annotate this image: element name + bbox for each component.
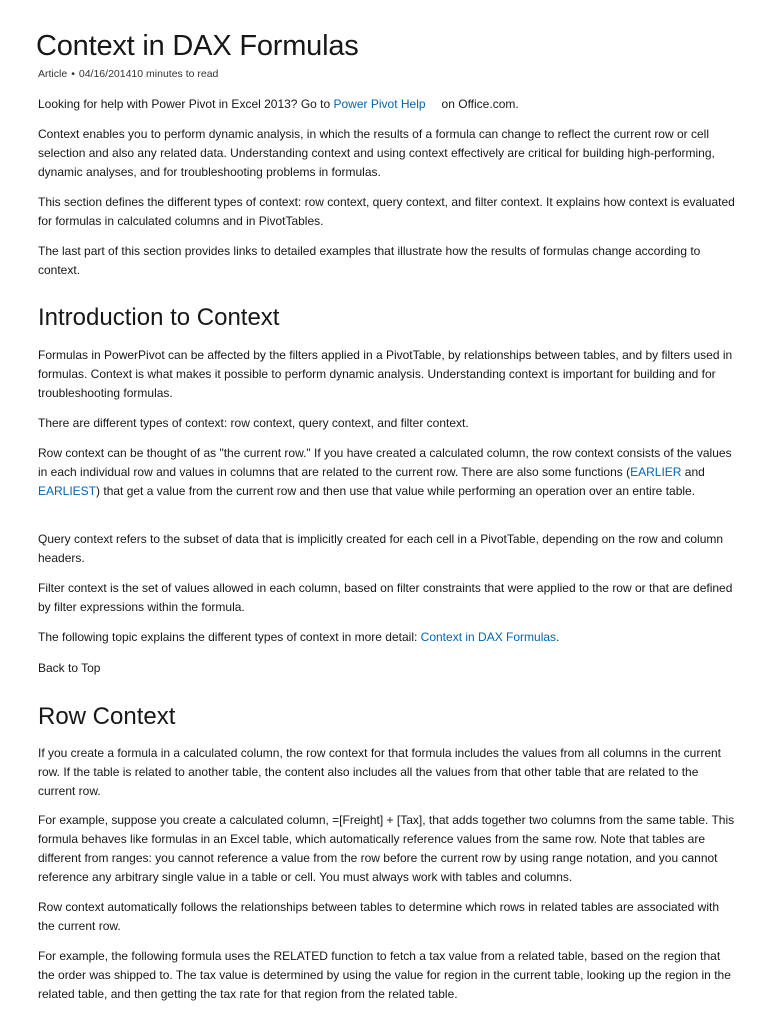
context-p1-text: Formulas in PowerPivot can be affected by the filters applied in a PivotTable, by relationships between tables, and by filters used in formulas. Context is what makes it possible to perform dynamic analysis. Understanding context is important for building and for troubleshooting formulas. bbox=[38, 348, 733, 400]
intro-paragraph-3 bbox=[38, 193, 738, 231]
context-p6-text: The following topic explains the different types of context in more detail: bbox=[38, 630, 421, 644]
context-paragraph-2 bbox=[38, 414, 738, 433]
context-paragraph-4 bbox=[38, 530, 738, 568]
context-p2-text: There are different types of context: row context, query context, and filter context. bbox=[38, 416, 469, 430]
intro-paragraph-2 bbox=[38, 125, 738, 182]
context-p6-text-after: . bbox=[556, 630, 560, 644]
meta-type: Article bbox=[38, 68, 68, 80]
meta-date-read-time: 04/16/201410 minutes to read bbox=[78, 68, 219, 80]
intro-p1-text: Looking for help with Power Pivot in Excel 2013? Go to bbox=[38, 97, 334, 111]
row-p4-text: For example, the following formula uses the RELATED function to fetch a tax value from a related table, based on the region that the order was shipped to. The tax value is determined by using the value for region in the current table, looking up the region in the related table, and then getting the tax rate for that region from the related table. bbox=[38, 949, 731, 1001]
context-in-dax-formulas-link[interactable]: Context in DAX Formulas bbox=[420, 630, 557, 644]
power-pivot-help-link[interactable]: Power Pivot Help bbox=[333, 97, 426, 111]
page-title: Context in DAX Formulas bbox=[36, 30, 359, 62]
meta-bullet: • bbox=[71, 68, 75, 80]
back-to-top[interactable] bbox=[38, 659, 738, 678]
row-paragraph-2 bbox=[38, 811, 738, 887]
context-paragraph-1 bbox=[38, 346, 738, 403]
context-paragraph-5 bbox=[38, 579, 738, 617]
earliest-link[interactable]: EARLIEST bbox=[38, 484, 97, 498]
intro-p1-text-after: on Office.com. bbox=[441, 97, 519, 111]
context-p4-text: Query context refers to the subset of data that is implicitly created for each cell in a PivotTable, depending on the row and column headers. bbox=[38, 532, 724, 565]
context-p3-text-2: and bbox=[681, 465, 705, 479]
row-p3-text: Row context automatically follows the relationships between tables to determine which rows in related tables are associated with the current row. bbox=[38, 900, 720, 933]
heading-introduction-to-context: Introduction to Context bbox=[38, 304, 280, 331]
row-paragraph-1 bbox=[38, 744, 738, 801]
context-paragraph-6 bbox=[38, 628, 738, 647]
row-paragraph-4 bbox=[38, 947, 738, 1004]
row-p2-text: For example, suppose you create a calculated column, =[Freight] + [Tax], that adds together two columns from the same table. This formula behaves like formulas in an Excel table, which automatically reference values from the same row. Note that tables are different from ranges: you cannot reference a value from the row before the current row by using range notation, and you cannot reference any arbitrary single value in a table or cell. You must always work with tables and columns. bbox=[38, 813, 735, 884]
context-p3-text-1: Row context can be thought of as "the current row." If you have created a calculated column, the row context consists of the values in each individual row and values in columns that are related to the current row. There are also some functions ( bbox=[38, 446, 732, 479]
intro-p2-text: Context enables you to perform dynamic analysis, in which the results of a formula can change to reflect the current row or cell selection and also any related data. Understanding context and using context effectively are critical for building high-performing, dynamic analyses, and for troubleshooting problems in formulas. bbox=[38, 127, 715, 179]
back-to-top-link[interactable]: Back to Top bbox=[38, 661, 101, 675]
intro-paragraph-4 bbox=[38, 242, 738, 280]
article-meta bbox=[38, 68, 218, 80]
earlier-link[interactable]: EARLIER bbox=[630, 465, 682, 479]
row-p1-text: If you create a formula in a calculated column, the row context for that formula includes the values from all columns in the current row. If the table is related to another table, the content also includes all the values from that other table that are related to the current row. bbox=[38, 746, 721, 798]
intro-p4-text: The last part of this section provides links to detailed examples that illustrate how the results of formulas change according to context. bbox=[38, 244, 701, 277]
heading-row-context: Row Context bbox=[38, 703, 176, 730]
row-paragraph-3 bbox=[38, 898, 738, 936]
intro-paragraph-1 bbox=[38, 95, 738, 114]
intro-p3-text: This section defines the different types of context: row context, query context, and filter context. It explains how context is evaluated for formulas in calculated columns and in PivotTables. bbox=[38, 195, 735, 228]
context-p3-text-3: ) that get a value from the current row and then use that value while performing an operation over an entire table. bbox=[96, 484, 696, 498]
context-paragraph-3 bbox=[38, 444, 738, 501]
context-p5-text: Filter context is the set of values allowed in each column, based on filter constraints that were applied to the row or that are defined by filter expressions within the formula. bbox=[38, 581, 733, 614]
